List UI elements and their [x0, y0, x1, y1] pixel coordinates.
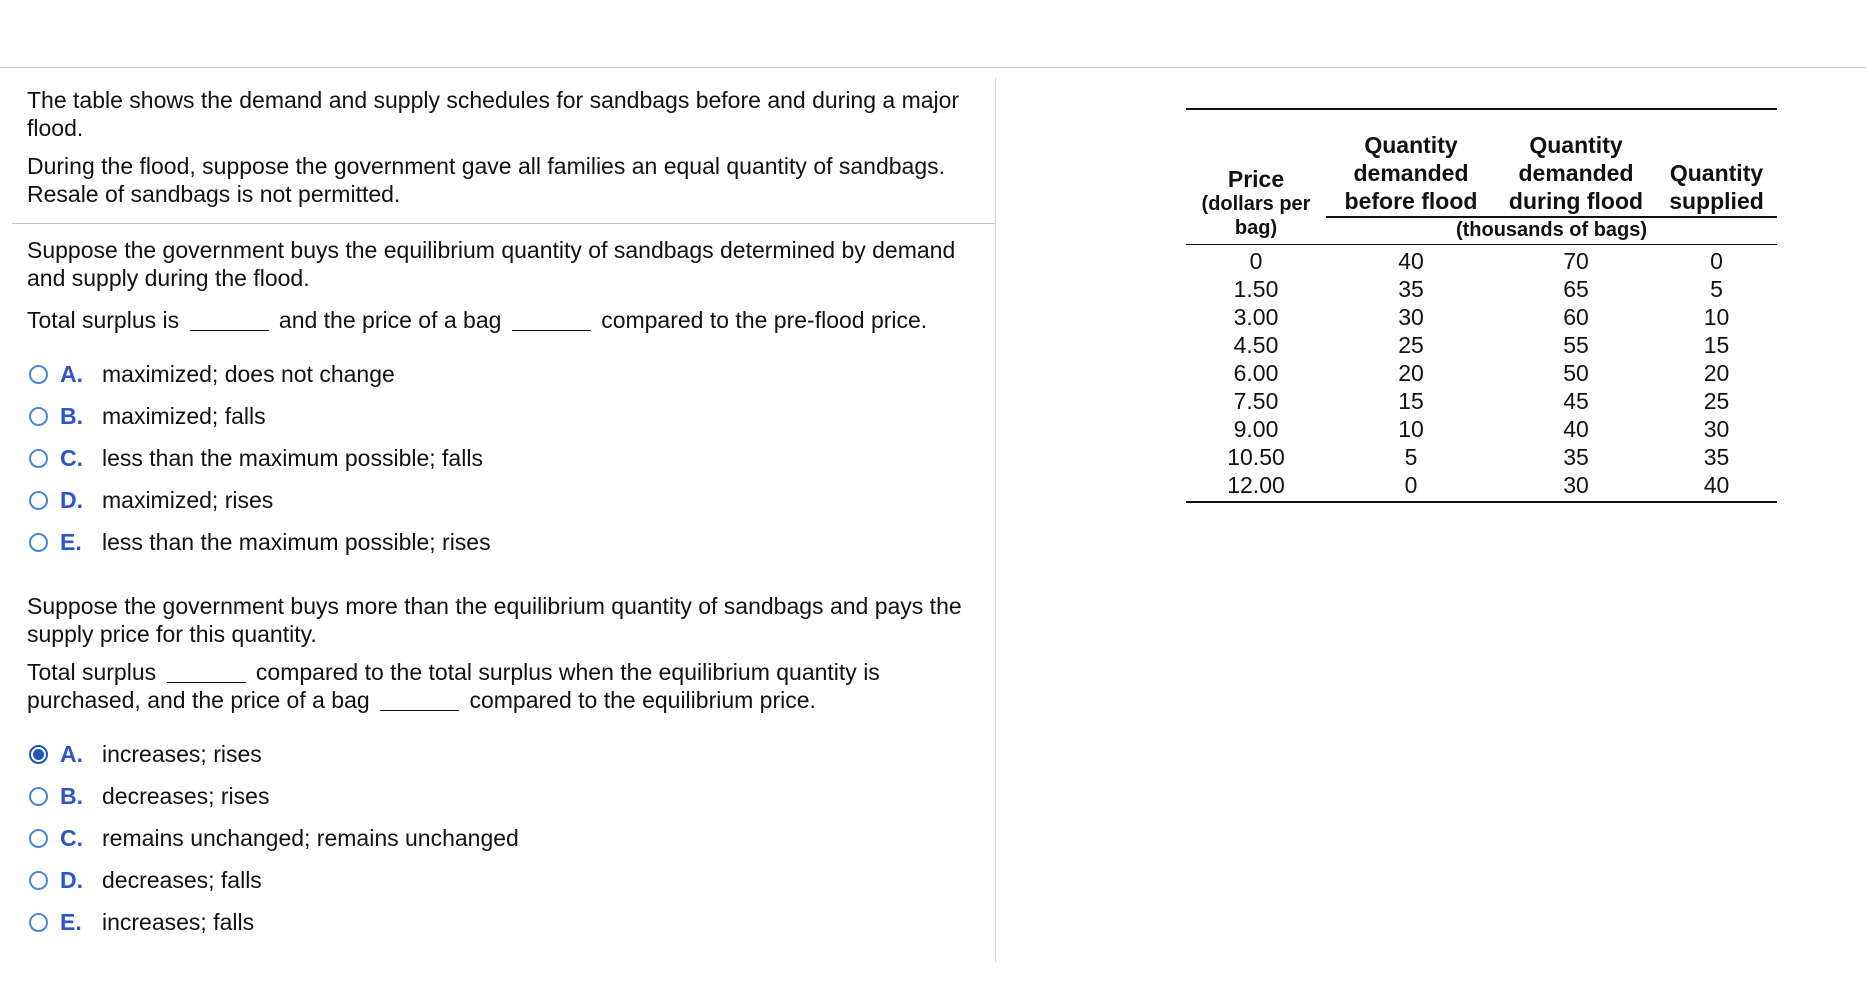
qd-during-1: Quantity	[1529, 132, 1623, 158]
radio-button[interactable]	[29, 533, 48, 552]
header-qs	[1656, 159, 1777, 215]
table-row	[1186, 359, 1777, 387]
qd-during-cell: 70	[1563, 248, 1589, 274]
intro-line-1: The table shows the demand and supply schedules for sandbags before and during a major flood.	[27, 87, 960, 141]
header-price	[1186, 166, 1326, 240]
qd-during-cell: 40	[1563, 416, 1589, 442]
price-cell: 4.50	[1233, 332, 1279, 358]
stem-text-3: compared to the pre-flood price.	[601, 307, 928, 333]
price-cell: 7.50	[1233, 388, 1279, 414]
option-letter: E.	[60, 528, 82, 555]
option-letter: C.	[60, 444, 83, 471]
qs-1: Quantity	[1669, 160, 1764, 186]
qs-cell: 10	[1703, 304, 1730, 330]
qd-before-2: demanded	[1353, 160, 1469, 186]
qs-cell: 15	[1703, 332, 1730, 358]
option-text: remains unchanged; remains unchanged	[102, 824, 519, 851]
qd-before-cell: 10	[1398, 416, 1424, 442]
option-letter: E.	[60, 908, 82, 935]
qd-during-cell: 30	[1563, 472, 1589, 498]
question-2-stem	[27, 658, 980, 714]
price-unit-2: bag)	[1234, 217, 1278, 239]
qd-before-cell: 15	[1398, 388, 1424, 414]
option-text: maximized; does not change	[102, 360, 395, 387]
stem-text-4: compared to the equilibrium price.	[469, 687, 816, 713]
option-text: less than the maximum possible; falls	[102, 444, 483, 471]
table-body	[1186, 244, 1777, 499]
qd-before-cell: 0	[1404, 472, 1418, 498]
option-text: increases; falls	[102, 908, 255, 935]
qs-cell: 0	[1710, 248, 1723, 274]
intro-text	[0, 68, 1000, 208]
qd-before-cell: 40	[1398, 248, 1424, 274]
stem-text-3: purchased, and the price of a bag	[27, 687, 370, 713]
radio-button[interactable]	[29, 365, 48, 384]
q2-option-a[interactable]	[29, 740, 980, 768]
question-1-stem	[27, 306, 980, 334]
qd-before-cell: 5	[1404, 444, 1418, 470]
question-1	[0, 236, 1000, 556]
option-text: less than the maximum possible; rises	[102, 528, 491, 555]
table-bottom-rule	[1186, 501, 1777, 503]
q1-option-c[interactable]	[29, 444, 980, 472]
table-row	[1186, 415, 1777, 443]
qd-before-cell: 30	[1398, 304, 1424, 330]
option-letter: D.	[60, 866, 83, 893]
stem-text-1: Total surplus is	[27, 307, 180, 333]
qd-before-cell: 20	[1398, 360, 1424, 386]
q1-option-e[interactable]	[29, 528, 980, 556]
option-letter: A.	[60, 740, 83, 767]
question-2-prompt: Suppose the government buys more than the equilibrium quantity of sandbags and pays the supply price for this quantity.	[27, 593, 962, 647]
q2-option-c[interactable]	[29, 824, 980, 852]
option-text: decreases; rises	[102, 782, 270, 809]
radio-button[interactable]	[29, 913, 48, 932]
table-row	[1186, 471, 1777, 499]
price-cell: 1.50	[1233, 276, 1279, 302]
q1-option-a[interactable]	[29, 360, 980, 388]
table-row	[1186, 387, 1777, 415]
q2-option-d[interactable]	[29, 866, 980, 894]
price-header: Price	[1227, 166, 1285, 192]
qd-before-cell: 25	[1398, 332, 1424, 358]
option-text: maximized; falls	[102, 402, 266, 429]
option-letter: B.	[60, 402, 83, 429]
table-row	[1186, 275, 1777, 303]
qs-cell: 20	[1703, 360, 1730, 386]
q1-option-d[interactable]	[29, 486, 980, 514]
qs-cell: 5	[1710, 276, 1723, 302]
qd-during-cell: 50	[1563, 360, 1589, 386]
price-cell: 10.50	[1227, 444, 1285, 470]
qd-before-1: Quantity	[1364, 132, 1458, 158]
unit-label: (thousands of bags)	[1455, 219, 1648, 241]
qs-cell: 40	[1703, 472, 1730, 498]
question-1-options	[29, 360, 980, 556]
option-text: decreases; falls	[102, 866, 262, 893]
stem-text-2: compared to the total surplus when the equilibrium quantity is	[255, 659, 880, 685]
stem-text-1: Total surplus	[27, 659, 157, 685]
price-cell: 0	[1249, 248, 1263, 274]
question-2	[0, 592, 1000, 936]
radio-button[interactable]	[29, 829, 48, 848]
schedule-table	[1186, 108, 1777, 503]
q2-option-b[interactable]	[29, 782, 980, 810]
radio-button[interactable]	[29, 491, 48, 510]
answer-blank-2	[512, 310, 591, 331]
price-unit-1: (dollars per	[1201, 193, 1311, 215]
qd-during-2: demanded	[1518, 160, 1634, 186]
qd-during-cell: 35	[1563, 444, 1589, 470]
stem-text-2: and the price of a bag	[278, 307, 502, 333]
answer-blank-1	[167, 662, 246, 683]
table-header	[1186, 110, 1777, 244]
radio-button[interactable]	[29, 787, 48, 806]
intro-line-2: During the flood, suppose the government gave all families an equal quantity of sandbags. Resale of sandbags is not permitted.	[27, 153, 946, 207]
answer-blank-1	[190, 310, 269, 331]
section-divider	[12, 223, 995, 224]
question-panel	[0, 68, 1000, 950]
option-letter: D.	[60, 486, 83, 513]
answer-blank-2	[380, 690, 459, 711]
option-letter: C.	[60, 824, 83, 851]
qd-during-cell: 60	[1563, 304, 1589, 330]
qs-cell: 35	[1703, 444, 1730, 470]
option-letter: A.	[60, 360, 83, 387]
qd-during-3: during flood	[1508, 188, 1644, 214]
option-text: increases; rises	[102, 740, 262, 767]
option-text: maximized; rises	[102, 486, 274, 513]
price-cell: 6.00	[1233, 360, 1279, 386]
q2-option-e[interactable]	[29, 908, 980, 936]
question-2-options	[29, 740, 980, 936]
question-1-prompt: Suppose the government buys the equilibrium quantity of sandbags determined by demand and supply during the flood.	[27, 237, 956, 291]
qd-during-cell: 65	[1563, 276, 1589, 302]
table-row	[1186, 303, 1777, 331]
price-cell: 3.00	[1233, 304, 1279, 330]
qd-during-cell: 45	[1563, 388, 1589, 414]
qd-before-3: before flood	[1344, 188, 1478, 214]
qs-cell: 25	[1703, 388, 1730, 414]
radio-button[interactable]	[29, 449, 48, 468]
table-row	[1186, 247, 1777, 275]
qd-during-cell: 55	[1563, 332, 1589, 358]
table-row	[1186, 331, 1777, 359]
price-cell: 9.00	[1233, 416, 1279, 442]
header-qd-before	[1326, 131, 1496, 215]
qs-2: supplied	[1669, 188, 1764, 214]
price-cell: 12.00	[1227, 472, 1285, 498]
q1-option-b[interactable]	[29, 402, 980, 430]
radio-button[interactable]	[29, 745, 48, 764]
table-row	[1186, 443, 1777, 471]
header-qd-during	[1496, 131, 1656, 215]
qs-cell: 30	[1703, 416, 1730, 442]
option-letter: B.	[60, 782, 83, 809]
qd-before-cell: 35	[1398, 276, 1424, 302]
radio-button[interactable]	[29, 407, 48, 426]
radio-button[interactable]	[29, 871, 48, 890]
